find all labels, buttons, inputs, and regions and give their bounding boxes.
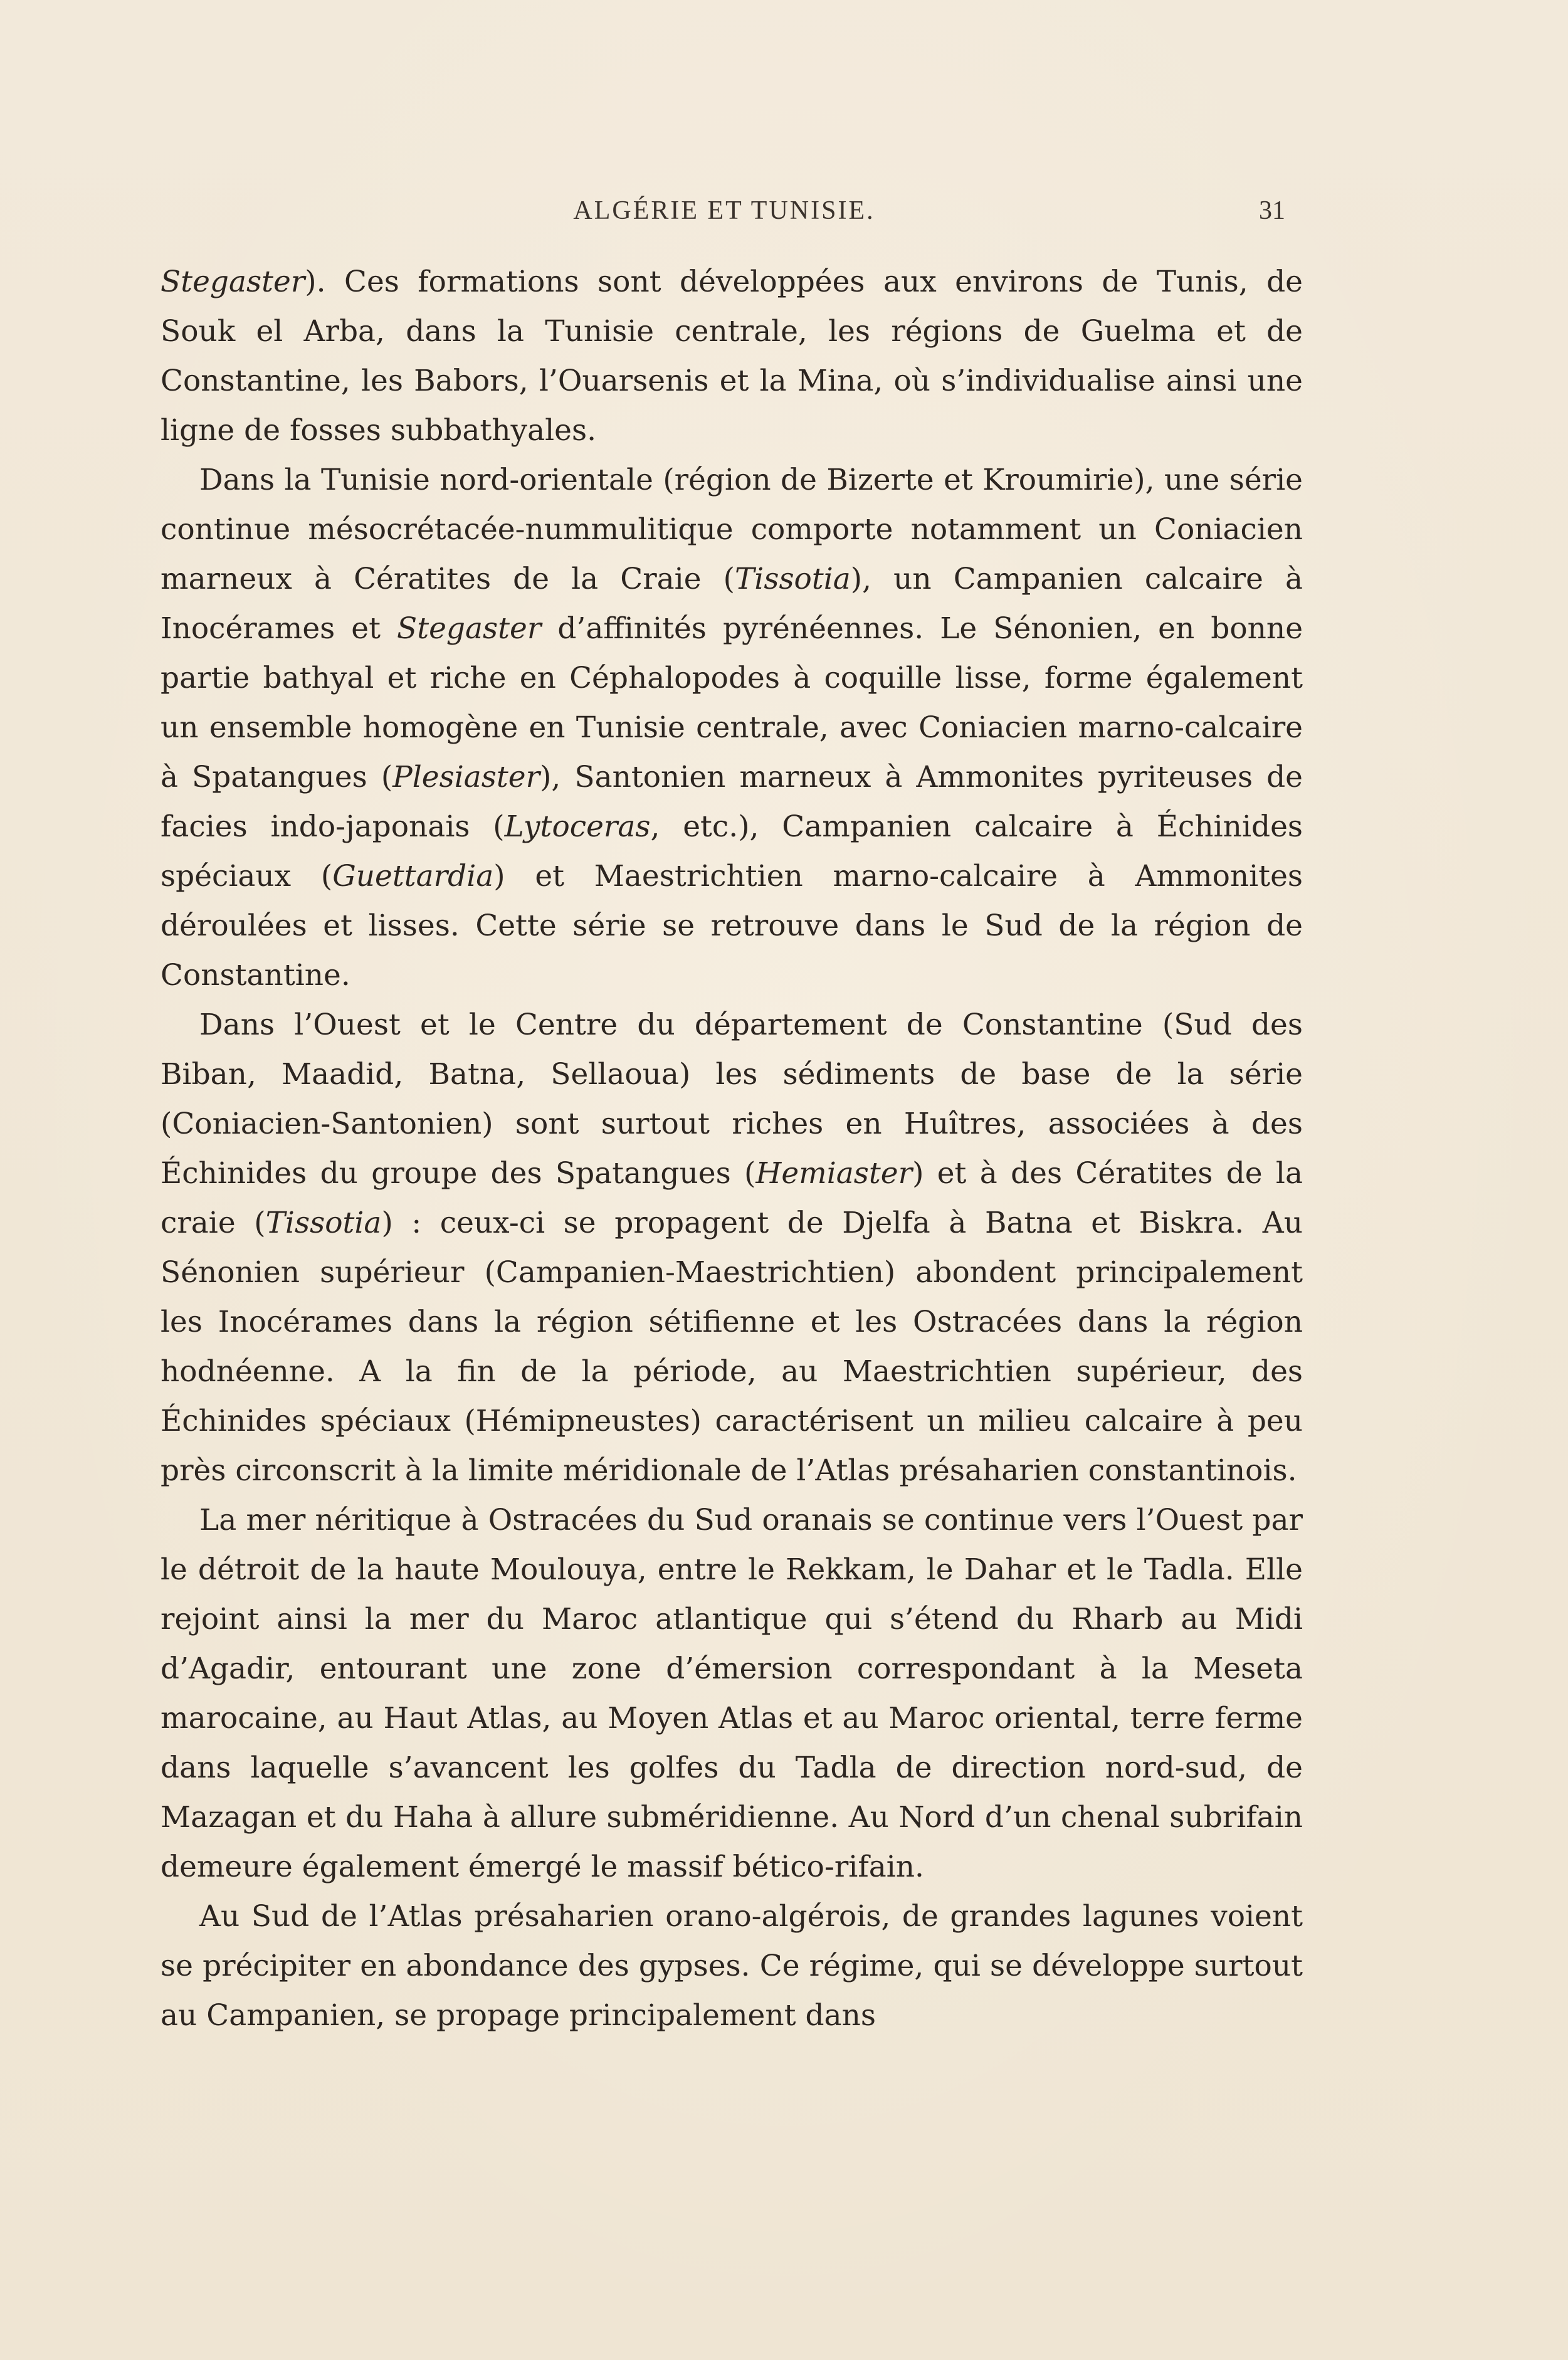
paragraph xyxy=(160,455,1303,1000)
paragraph xyxy=(160,1892,1303,2040)
paragraph xyxy=(160,1000,1303,1495)
text-segment-italic: Guettardia xyxy=(332,859,494,893)
text-segment: La mer néritique à Ostracées du Sud oranais se continue vers l’Ouest par le détroit de la haute Moulouya, entre le Rekkam, le Dahar et le Tadla. Elle rejoint ainsi la mer du Maroc atlantique qui s’étend du Rharb au Midi d’Agadir, entourant une zone d’émersion correspondant à la Meseta marocaine, au Haut Atlas, au Moyen Atlas et au Maroc oriental, terre ferme dans laquelle s’avancent les golfes du Tadla de direction nord-sud, de Mazagan et du Haha à allure subméridienne. Au Nord d’un chenal subrifain demeure également émergé le massif bético-rifain. xyxy=(160,1503,1303,1884)
text-segment-italic: Hemiaster xyxy=(755,1156,913,1191)
text-segment-italic: Tissotia xyxy=(265,1206,382,1240)
running-title: ALGÉRIE ET TUNISIE. xyxy=(573,196,875,225)
running-head xyxy=(163,196,1285,233)
page-number: 31 xyxy=(1259,196,1285,225)
text-segment-italic: Tissotia xyxy=(734,562,851,596)
text-segment: ) et Maestrichtien marno-calcaire à Ammonites déroulées et lisses. Cette série se retrouve dans le Sud de la région de Constantine. xyxy=(160,859,1303,993)
text-segment-italic: Stegaster xyxy=(397,611,542,646)
text-segment: ) : ceux-ci se propagent de Djelfa à Batna et Biskra. Au Sénonien supérieur (Campanien-Maestrichtien) abondent principalement les Inocérames dans la région sétifienne et les Ostracées dans la région hodnéenne. A la fin de la période, au Maestrichtien supérieur, des Échinides spéciaux (Hémipneustes) caractérisent un milieu calcaire à peu près circonscrit à la limite méridionale de l’Atlas présaharien constantinois. xyxy=(160,1206,1303,1488)
paragraph xyxy=(160,1495,1303,1892)
text-segment: d’affinités pyrénéennes. Le Sénonien, en bonne partie bathyal et riche en Céphalopodes à coquille lisse, forme également un ensemble homogène en Tunisie centrale, avec Coniacien marno-calcaire à Spatangues ( xyxy=(160,611,1303,794)
text-segment-italic: Stegaster xyxy=(160,265,305,299)
text-segment: Au Sud de l’Atlas présaharien orano-algérois, de grandes lagunes voient se précipiter en abondance des gypses. Ce régime, qui se développe surtout au Campanien, se propage principalement dans xyxy=(160,1899,1303,2033)
text-segment-italic: Lytoceras xyxy=(504,809,651,844)
text-segment: Dans la Tunisie nord-orientale (région de Bizerte et Kroumirie), une série continue mésocrétacée-nummulitique comporte notamment un Coniacien marneux à Cératites de la Craie ( xyxy=(160,463,1303,596)
paragraph xyxy=(160,257,1303,455)
body-text xyxy=(160,257,1303,2040)
text-segment: ), un Campanien calcaire à Inocérames et xyxy=(160,562,1303,646)
text-segment-italic: Plesiaster xyxy=(392,760,540,794)
text-segment: ), Santonien marneux à Ammonites pyriteuses de facies indo-japonais ( xyxy=(160,760,1303,844)
text-segment: , etc.), Campanien calcaire à Échinides spéciaux ( xyxy=(160,809,1303,893)
text-segment: ). Ces formations sont développées aux environs de Tunis, de Souk el Arba, dans la Tunisie centrale, les régions de Guelma et de Constantine, les Babors, l’Ouarsenis et la Mina, où s’individualise ainsi une ligne de fosses subbathyales. xyxy=(160,265,1303,448)
text-segment: ) et à des Cératites de la craie ( xyxy=(160,1156,1303,1240)
text-segment: Dans l’Ouest et le Centre du département de Constantine (Sud des Biban, Maadid, Batna, Sellaoua) les sédiments de base de la série (Coniacien-Santonien) sont surtout riches en Huîtres, associées à des Échinides du groupe des Spatangues ( xyxy=(160,1008,1303,1191)
